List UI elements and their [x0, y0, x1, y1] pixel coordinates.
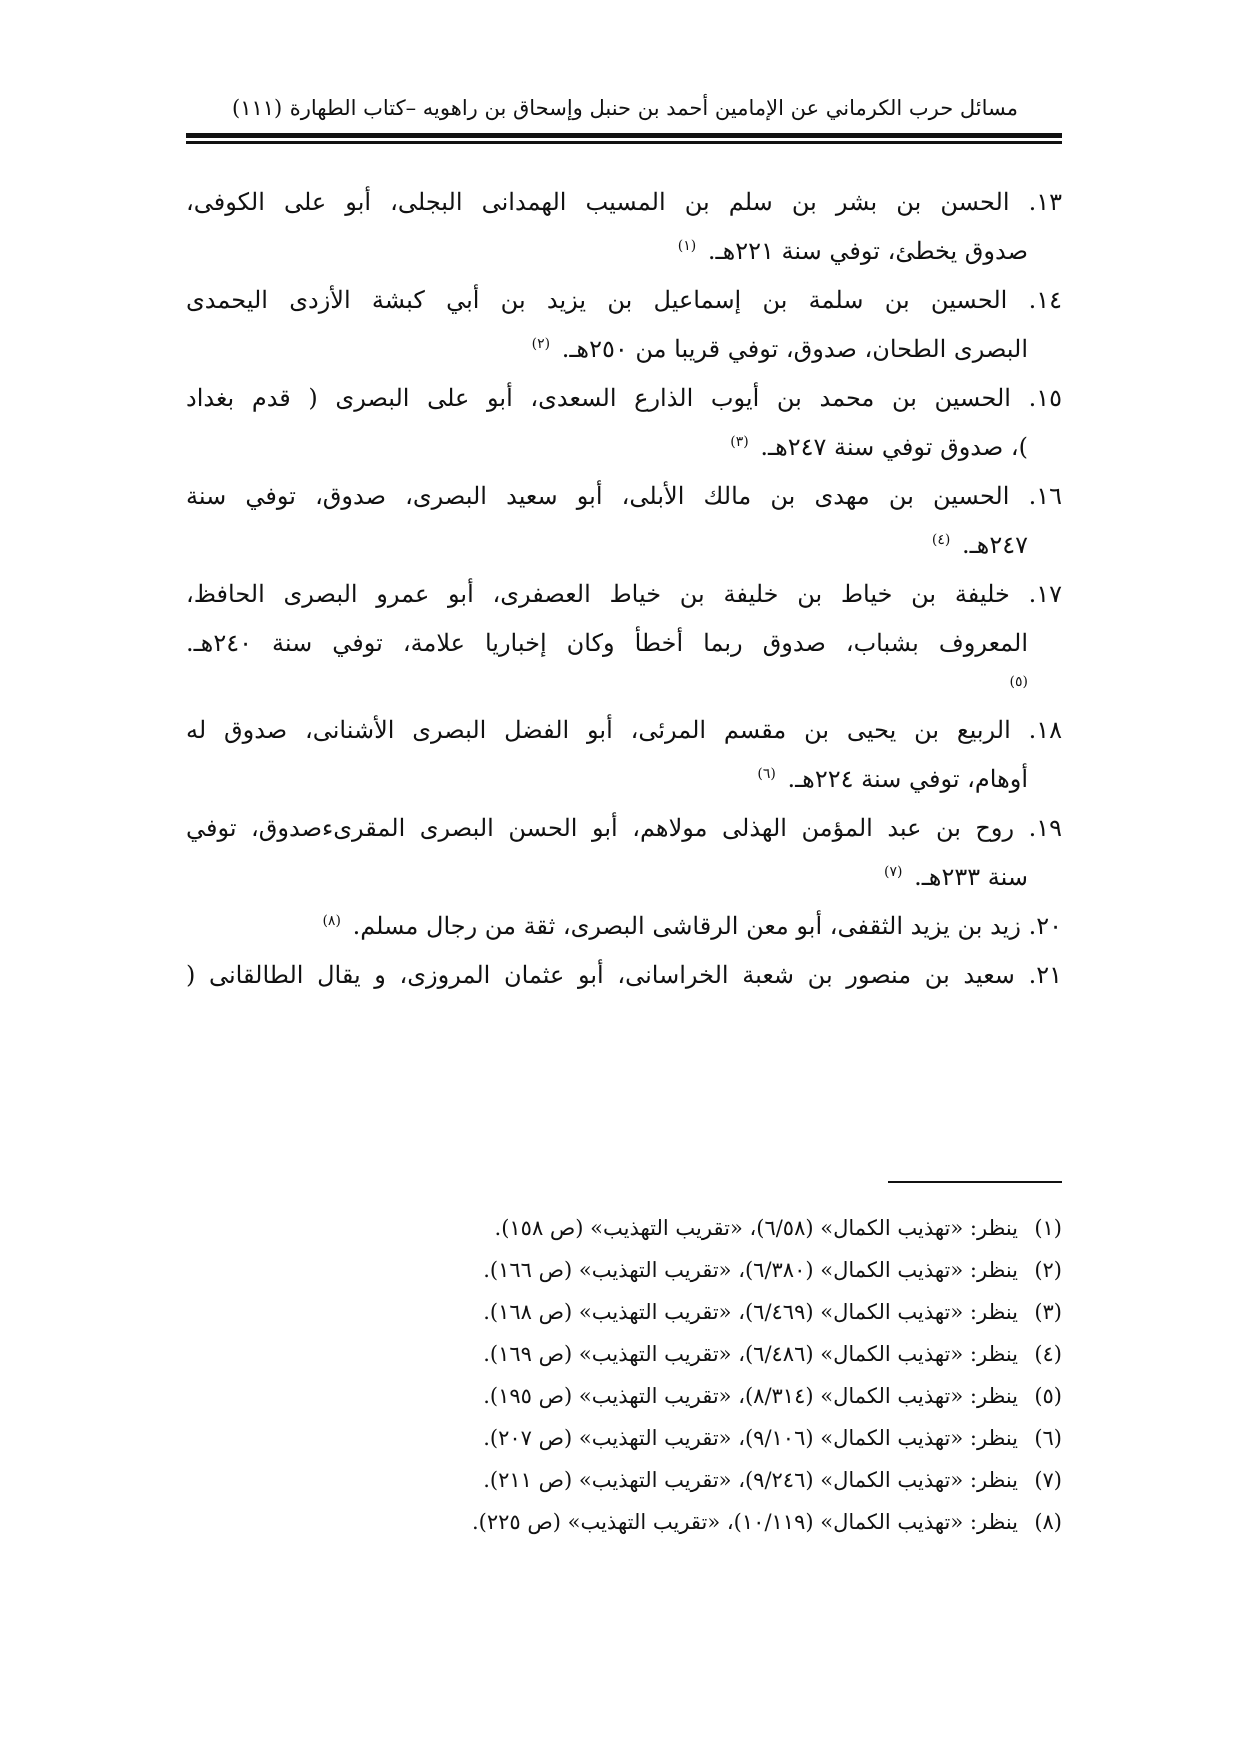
footnote-number: (٤): [1034, 1342, 1062, 1366]
footnote: [300, 1501, 1062, 1543]
page-header: [232, 88, 1018, 128]
entry-number: ١٧.: [1028, 580, 1062, 608]
narrator-entry-16: [186, 472, 1062, 570]
narrator-entry-13: [186, 178, 1062, 276]
entry-line: ٢٠. زيد بن يزيد الثقفى، أبو معن الرقاشى البصرى، ثقة من رجال مسلم. $^{(٨)}$: [322, 912, 1062, 940]
entry-number: ١٩.: [1028, 814, 1062, 842]
footnote-number: (٧): [1034, 1468, 1062, 1492]
entry-number: ٢٠.: [1028, 912, 1062, 940]
footnote-separator: [888, 1181, 1062, 1183]
footnote-ref[interactable]: (٥): [1009, 674, 1028, 690]
header-rule-thick: [186, 133, 1062, 138]
footnote: [300, 1459, 1062, 1501]
entry-line: البصرى الطحان، صدوق، توفي قريبا من ٢٥٠هـ. $^{(٢)}$: [531, 335, 1028, 363]
narrator-entry-15: [186, 374, 1062, 472]
footnote: [300, 1333, 1062, 1375]
entry-number: ١٤.: [1028, 286, 1062, 314]
footnote-text: ينظر: «تهذيب الكمال» (١٠/١١٩)، «تقريب التهذيب» (ص ٢٢٥).: [471, 1510, 1018, 1534]
footnote-number: (٢): [1034, 1258, 1062, 1282]
entry-line: )، صدوق توفي سنة ٢٤٧هـ. $^{(٣)}$: [730, 433, 1028, 461]
footnote-text: ينظر: «تهذيب الكمال» (٩/٢٤٦)، «تقريب التهذيب» (ص ٢١١).: [483, 1468, 1018, 1492]
footnote-text: ينظر: «تهذيب الكمال» (٦/٤٦٩)، «تقريب التهذيب» (ص ١٦٨).: [483, 1300, 1018, 1324]
footnote: [300, 1417, 1062, 1459]
footnote-ref[interactable]: (٦): [757, 766, 776, 782]
entry-line: ١٣. الحسن بن بشر بن سلم بن المسيب الهمدانى البجلى، أبو على الكوفى،: [186, 188, 1062, 216]
entry-line: ١٦. الحسين بن مهدى بن مالك الأبلى، أبو سعيد البصرى، صدوق، توفي سنة: [186, 482, 1062, 510]
entry-line: المعروف بشباب، صدوق ربما أخطأ وكان إخباريا علامة، توفي سنة ٢٤٠هـ.: [186, 629, 1028, 657]
entry-number: ١٨.: [1028, 716, 1062, 744]
footnote-text: ينظر: «تهذيب الكمال» (٦/٤٨٦)، «تقريب التهذيب» (ص ١٦٩).: [483, 1342, 1018, 1366]
entry-line: صدوق يخطئ، توفي سنة ٢٢١هـ. $^{(١)}$: [677, 237, 1028, 265]
footnote-ref[interactable]: (٢): [531, 336, 551, 352]
footnote-text: ينظر: «تهذيب الكمال» (٨/٣١٤)، «تقريب التهذيب» (ص ١٩٥).: [483, 1384, 1018, 1408]
narrator-entry-17: [186, 570, 1062, 696]
entry-line: ٢١. سعيد بن منصور بن شعبة الخراسانى، أبو عثمان المروزى، و يقال الطالقانى (: [186, 961, 1062, 989]
narrator-entry-20: [186, 902, 1062, 951]
footnote-ref[interactable]: (١): [677, 238, 697, 254]
footnote-text: ينظر: «تهذيب الكمال» (٦/٣٨٠)، «تقريب التهذيب» (ص ١٦٦).: [483, 1258, 1018, 1282]
narrator-entry-21: [186, 951, 1062, 1000]
footnote-number: (١): [1034, 1216, 1062, 1240]
narrator-entry-14: [186, 276, 1062, 374]
entry-number: ١٣.: [1028, 188, 1062, 216]
entry-number: ٢١.: [1028, 961, 1062, 989]
entry-line: أوهام، توفي سنة ٢٢٤هـ. $^{(٦)}$: [757, 765, 1028, 793]
entry-line: ١٨. الربيع بن يحيى بن مقسم المرئى، أبو الفضل البصرى الأشنانى، صدوق له: [186, 716, 1062, 744]
footnote-ref[interactable]: (٧): [884, 864, 903, 880]
footnotes: [300, 1207, 1062, 1543]
narrator-list: [186, 178, 1062, 1000]
footnote-ref[interactable]: (٣): [730, 434, 749, 450]
footnote-number: (٥): [1034, 1384, 1062, 1408]
footnote-number: (٦): [1034, 1426, 1062, 1450]
entry-line: ٢٤٧هـ. $^{(٤)}$: [931, 531, 1028, 559]
page-number: (١١١): [232, 96, 283, 120]
entry-number: ١٦.: [1028, 482, 1062, 510]
entry-line: سنة ٢٣٣هـ. $^{(٧)}$: [884, 863, 1028, 891]
footnote: [300, 1249, 1062, 1291]
footnote-text: ينظر: «تهذيب الكمال» (٦/٥٨)، «تقريب التهذيب» (ص ١٥٨).: [494, 1216, 1018, 1240]
footnote: [300, 1375, 1062, 1417]
narrator-entry-18: [186, 706, 1062, 804]
footnote: [300, 1291, 1062, 1333]
footnote-number: (٨): [1034, 1510, 1062, 1534]
entry-line: ١٥. الحسين بن محمد بن أيوب الذارع السعدى، أبو على البصرى ( قدم بغداد: [186, 384, 1062, 412]
entry-line: ١٤. الحسين بن سلمة بن إسماعيل بن يزيد بن أبي كبشة الأزدى اليحمدى: [186, 286, 1062, 314]
footnote-text: ينظر: «تهذيب الكمال» (٩/١٠٦)، «تقريب التهذيب» (ص ٢٠٧).: [483, 1426, 1018, 1450]
footnote-ref[interactable]: (٤): [931, 532, 951, 548]
footnote-number: (٣): [1034, 1300, 1062, 1324]
header-rule-thin: [186, 141, 1062, 144]
footnote-ref[interactable]: (٨): [322, 913, 341, 929]
running-title: مسائل حرب الكرماني عن الإمامين أحمد بن حنبل وإسحاق بن راهويه –كتاب الطهارة: [289, 96, 1018, 120]
entry-number: ١٥.: [1028, 384, 1062, 412]
entry-line: ١٧. خليفة بن خياط بن خليفة بن خياط العصفرى، أبو عمرو البصرى الحافظ،: [186, 580, 1062, 608]
footnote: [300, 1207, 1062, 1249]
entry-line: ١٩. روح بن عبد المؤمن الهذلى مولاهم، أبو الحسن البصرى المقرىءصدوق، توفي: [186, 814, 1062, 842]
narrator-entry-19: [186, 804, 1062, 902]
